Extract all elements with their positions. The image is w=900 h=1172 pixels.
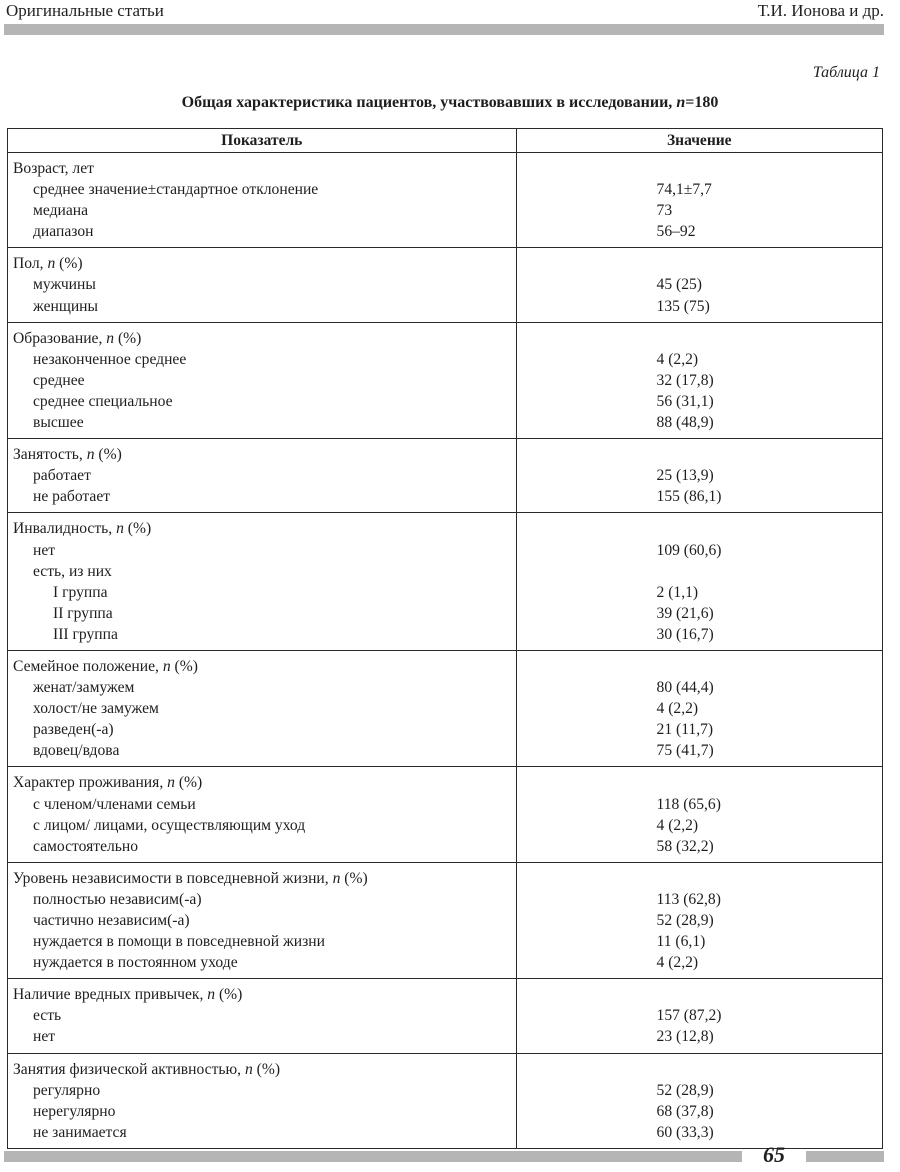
indicator-cell	[8, 322, 517, 438]
indicator-cell	[8, 248, 517, 322]
row-value: 113 (62,8)	[656, 890, 721, 908]
author-credit: Т.И. Ионова и др.	[757, 1, 884, 20]
caption-text: Общая характеристика пациентов, участвовавших в исследовании,	[181, 94, 677, 111]
row-label: мужчины	[33, 276, 96, 294]
group-title	[8, 253, 516, 274]
group-title-spacer	[517, 518, 882, 539]
row-label: с лицом/ лицами, осуществляющим уход	[33, 816, 306, 834]
indicator-cell	[8, 439, 517, 513]
value-cell	[516, 650, 882, 766]
row-label: регулярно	[33, 1081, 101, 1099]
row-label: II группа	[53, 604, 113, 622]
caption-n-label: n	[676, 94, 686, 111]
value-cell	[516, 439, 882, 513]
value-cell	[516, 767, 882, 862]
row-label: есть	[33, 1007, 62, 1025]
table-group-row	[8, 248, 883, 322]
patient-characteristics-table	[7, 128, 883, 1149]
row-label: среднее	[33, 371, 85, 389]
group-unit: n (%)	[116, 520, 152, 538]
table-group-row	[8, 767, 883, 862]
table-number-label: Таблица 1	[812, 64, 880, 81]
row-label: нуждается в постоянном уходе	[33, 954, 238, 972]
indicator-cell	[8, 153, 517, 248]
row-value: 56 (31,1)	[656, 392, 714, 410]
value-cell	[516, 248, 882, 322]
row-value: 32 (17,8)	[656, 371, 714, 389]
row-label: разведен(-а)	[33, 721, 114, 739]
group-title-spacer	[517, 158, 882, 179]
row-value: 21 (11,7)	[656, 721, 714, 739]
group-title-text: Инвалидность,	[13, 520, 117, 538]
group-title	[8, 328, 516, 349]
group-title-text: Уровень независимости в повседневной жизни,	[13, 869, 333, 887]
group-title	[8, 518, 516, 539]
row-value: 2 (1,1)	[656, 583, 699, 601]
value-cell	[516, 862, 882, 978]
indicator-cell	[8, 862, 517, 978]
table-group-row	[8, 439, 883, 513]
group-title-text: Возраст, лет	[13, 160, 94, 177]
group-unit: n (%)	[106, 329, 142, 347]
row-label: полностью независим(-а)	[33, 890, 202, 908]
row-label: медиана	[33, 202, 89, 220]
group-title-spacer	[517, 868, 882, 889]
row-value: 73	[656, 202, 673, 220]
row-label: незаконченное среднее	[33, 350, 187, 368]
value-cell	[516, 513, 882, 651]
table-group-row	[8, 862, 883, 978]
row-label: нет	[33, 541, 56, 559]
table-group-row	[8, 650, 883, 766]
value-cell	[516, 322, 882, 438]
table-group-row	[8, 322, 883, 438]
row-label: нет	[33, 1028, 56, 1046]
row-label: есть, из них	[33, 562, 112, 580]
group-title	[8, 1059, 516, 1080]
group-title-text: Пол,	[13, 255, 48, 273]
row-value	[517, 561, 882, 582]
footer-rule-left	[4, 1151, 742, 1162]
running-header	[0, 0, 900, 36]
row-label: работает	[33, 467, 91, 485]
row-value: 109 (60,6)	[656, 541, 722, 559]
group-unit: n (%)	[162, 657, 198, 675]
group-title-text: Занятость,	[13, 446, 87, 464]
group-title-spacer	[517, 1059, 882, 1080]
group-title	[8, 868, 516, 889]
row-label: среднее специальное	[33, 392, 173, 410]
indicator-cell	[8, 979, 517, 1053]
group-title-spacer	[517, 444, 882, 465]
group-title-text: Наличие вредных привычек,	[13, 986, 208, 1004]
row-value: 75 (41,7)	[656, 742, 714, 760]
table-body	[8, 153, 883, 1149]
group-unit: n (%)	[86, 446, 122, 464]
table-caption	[0, 94, 900, 112]
table-header-row	[8, 129, 883, 153]
row-label: нерегулярно	[33, 1102, 116, 1120]
table-group-row	[8, 1053, 883, 1148]
row-value: 118 (65,6)	[656, 795, 721, 813]
group-title-text: Образование,	[13, 329, 107, 347]
group-title	[8, 984, 516, 1005]
row-label: с членом/членами семьи	[33, 795, 196, 813]
section-title: Оригинальные статьи	[6, 1, 164, 20]
indicator-cell	[8, 767, 517, 862]
row-label: самостоятельно	[33, 837, 139, 855]
row-value: 4 (2,2)	[656, 954, 699, 972]
row-value: 4 (2,2)	[656, 816, 699, 834]
value-cell	[516, 1053, 882, 1148]
group-unit: n (%)	[167, 774, 203, 792]
group-title-spacer	[517, 328, 882, 349]
page-number: 65	[763, 1142, 785, 1167]
group-title-text: Занятия физической активностью,	[13, 1060, 245, 1078]
indicator-cell	[8, 650, 517, 766]
group-title	[8, 656, 516, 677]
row-label: холост/не замужем	[33, 700, 159, 718]
row-label: среднее значение±стандартное отклонение	[33, 181, 319, 199]
row-label: I группа	[53, 583, 108, 601]
column-header-value: Значение	[516, 129, 882, 153]
row-value: 88 (48,9)	[656, 414, 714, 432]
indicator-cell	[8, 1053, 517, 1148]
row-value: 23 (12,8)	[656, 1028, 714, 1046]
row-value: 45 (25)	[656, 276, 702, 294]
group-title-spacer	[517, 984, 882, 1005]
row-label: вдовец/вдова	[33, 742, 120, 760]
group-title	[8, 158, 516, 179]
row-value: 74,1±7,7	[656, 181, 712, 199]
row-value: 58 (32,2)	[656, 837, 714, 855]
header-rule	[4, 24, 884, 35]
group-unit: n (%)	[332, 869, 368, 887]
row-label: частично независим(-а)	[33, 912, 190, 929]
row-label: не занимается	[33, 1123, 127, 1141]
row-label: женщины	[33, 297, 99, 315]
row-value: 157 (87,2)	[656, 1007, 722, 1025]
group-title	[8, 444, 516, 465]
row-label: не работает	[33, 488, 111, 506]
row-label: высшее	[33, 414, 84, 432]
column-header-indicator: Показатель	[8, 129, 517, 153]
row-value: 39 (21,6)	[656, 604, 714, 622]
table-group-row	[8, 979, 883, 1053]
table-group-row	[8, 513, 883, 651]
row-value: 135 (75)	[656, 297, 710, 315]
caption-n-value: =180	[685, 94, 719, 111]
row-value: 80 (44,4)	[656, 679, 714, 697]
indicator-cell	[8, 513, 517, 651]
row-value: 155 (86,1)	[656, 488, 722, 506]
group-title-spacer	[517, 772, 882, 793]
row-value: 25 (13,9)	[656, 467, 714, 485]
group-unit: n (%)	[207, 986, 243, 1004]
row-label: женат/замужем	[33, 679, 135, 697]
page-footer	[0, 1144, 900, 1172]
group-title-text: Характер проживания,	[13, 774, 168, 792]
row-value: 68 (37,8)	[656, 1102, 714, 1120]
row-value: 11 (6,1)	[656, 933, 706, 951]
group-title-spacer	[517, 253, 882, 274]
group-title-text: Семейное положение,	[13, 657, 163, 675]
value-cell	[516, 979, 882, 1053]
table-group-row	[8, 153, 883, 248]
row-value: 60 (33,3)	[656, 1123, 714, 1141]
footer-rule-right	[806, 1151, 884, 1162]
row-label: диапазон	[33, 223, 94, 241]
group-unit: n (%)	[244, 1060, 281, 1078]
row-label: III группа	[53, 625, 118, 643]
group-title-spacer	[517, 656, 882, 677]
row-label: нуждается в помощи в повседневной жизни	[33, 933, 325, 951]
row-value: 4 (2,2)	[656, 700, 699, 718]
row-value: 30 (16,7)	[656, 625, 714, 643]
group-title	[8, 772, 516, 793]
value-cell	[516, 153, 882, 248]
row-value: 4 (2,2)	[656, 350, 699, 368]
row-value: 56–92	[656, 223, 696, 241]
row-value: 52 (28,9)	[656, 912, 714, 929]
row-value: 52 (28,9)	[656, 1081, 714, 1099]
group-unit: n (%)	[47, 255, 83, 273]
